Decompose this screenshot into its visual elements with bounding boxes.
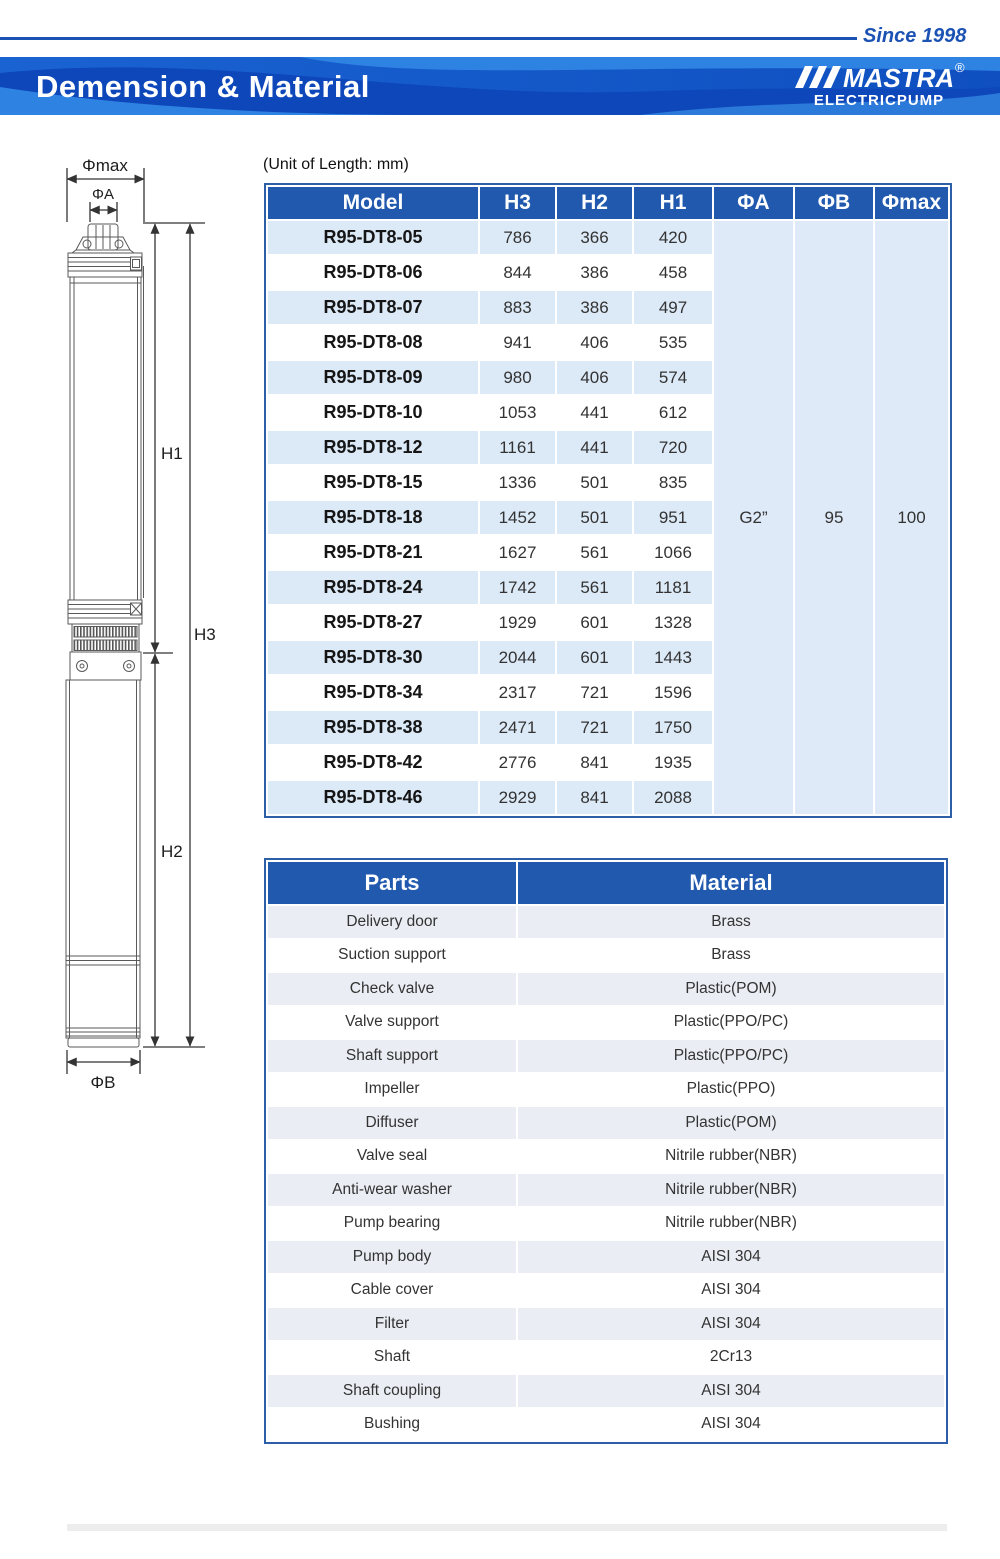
- part-name-cell: Cable cover: [268, 1275, 516, 1307]
- part-name-cell: Check valve: [268, 973, 516, 1005]
- h1-value-cell: 612: [634, 396, 712, 429]
- h3-value-cell: 1053: [480, 396, 555, 429]
- material-cell: Brass: [518, 906, 944, 938]
- dimension-table-header-row: [268, 187, 948, 219]
- registered-trademark-icon: ®: [955, 60, 965, 75]
- dimension-column-header: ΦB: [795, 187, 873, 219]
- h3-value-cell: 2929: [480, 781, 555, 814]
- h2-value-cell: 406: [557, 326, 632, 359]
- dimension-column-header: Φmax: [875, 187, 948, 219]
- h3-value-cell: 844: [480, 256, 555, 289]
- model-cell: R95-DT8-06: [268, 256, 478, 289]
- material-cell: AISI 304: [518, 1241, 944, 1273]
- h3-value-cell: 1929: [480, 606, 555, 639]
- model-cell: R95-DT8-12: [268, 431, 478, 464]
- h1-value-cell: 574: [634, 361, 712, 394]
- parts-row: [268, 1375, 944, 1407]
- h2-label: H2: [161, 842, 183, 861]
- parts-row: [268, 940, 944, 972]
- material-cell: Plastic(POM): [518, 1107, 944, 1139]
- page-title: Demension & Material: [36, 69, 370, 104]
- model-cell: R95-DT8-10: [268, 396, 478, 429]
- model-cell: R95-DT8-05: [268, 221, 478, 254]
- material-cell: Plastic(PPO): [518, 1074, 944, 1106]
- h3-value-cell: 1452: [480, 501, 555, 534]
- h3-value-cell: 941: [480, 326, 555, 359]
- parts-row: [268, 1107, 944, 1139]
- model-cell: R95-DT8-34: [268, 676, 478, 709]
- h3-value-cell: 883: [480, 291, 555, 324]
- dimension-row: [268, 221, 948, 254]
- h3-value-cell: 2044: [480, 641, 555, 674]
- parts-row: [268, 1208, 944, 1240]
- model-cell: R95-DT8-15: [268, 466, 478, 499]
- dimension-column-header: ΦA: [714, 187, 793, 219]
- material-cell: AISI 304: [518, 1275, 944, 1307]
- h1-value-cell: 1181: [634, 571, 712, 604]
- parts-column-header: Material: [518, 862, 944, 904]
- parts-row: [268, 1275, 944, 1307]
- h1-value-cell: 1750: [634, 711, 712, 744]
- h3-value-cell: 1161: [480, 431, 555, 464]
- phi-a-label: ΦA: [92, 186, 114, 203]
- h1-value-cell: 1596: [634, 676, 712, 709]
- unit-of-length-note: (Unit of Length: mm): [263, 156, 409, 173]
- h2-value-cell: 721: [557, 676, 632, 709]
- parts-table-header-row: [268, 862, 944, 904]
- model-cell: R95-DT8-27: [268, 606, 478, 639]
- h1-value-cell: 497: [634, 291, 712, 324]
- parts-material-table: [264, 858, 948, 1444]
- model-cell: R95-DT8-07: [268, 291, 478, 324]
- parts-row: [268, 1308, 944, 1340]
- parts-row: [268, 1141, 944, 1173]
- part-name-cell: Diffuser: [268, 1107, 516, 1139]
- parts-row: [268, 1007, 944, 1039]
- model-cell: R95-DT8-42: [268, 746, 478, 779]
- pump-dimension-diagram: [40, 140, 240, 1100]
- h2-value-cell: 501: [557, 466, 632, 499]
- model-cell: R95-DT8-09: [268, 361, 478, 394]
- h2-value-cell: 561: [557, 571, 632, 604]
- material-cell: Plastic(PPO/PC): [518, 1007, 944, 1039]
- h3-value-cell: 2471: [480, 711, 555, 744]
- brand-logo: [784, 60, 974, 109]
- part-name-cell: Pump body: [268, 1241, 516, 1273]
- dimension-column-header: H3: [480, 187, 555, 219]
- h2-value-cell: 406: [557, 361, 632, 394]
- h1-value-cell: 458: [634, 256, 712, 289]
- parts-row: [268, 1241, 944, 1273]
- part-name-cell: Pump bearing: [268, 1208, 516, 1240]
- phi-b-label: ΦB: [90, 1073, 116, 1092]
- h2-value-cell: 366: [557, 221, 632, 254]
- material-cell: AISI 304: [518, 1375, 944, 1407]
- h1-value-cell: 1443: [634, 641, 712, 674]
- model-cell: R95-DT8-18: [268, 501, 478, 534]
- part-name-cell: Anti-wear washer: [268, 1174, 516, 1206]
- material-cell: Nitrile rubber(NBR): [518, 1208, 944, 1240]
- footer-divider: [67, 1524, 947, 1531]
- model-cell: R95-DT8-30: [268, 641, 478, 674]
- h1-value-cell: 720: [634, 431, 712, 464]
- h1-value-cell: 1066: [634, 536, 712, 569]
- dimension-table: [264, 183, 952, 818]
- part-name-cell: Filter: [268, 1308, 516, 1340]
- h3-value-cell: 1742: [480, 571, 555, 604]
- part-name-cell: Suction support: [268, 940, 516, 972]
- h1-value-cell: 2088: [634, 781, 712, 814]
- model-cell: R95-DT8-24: [268, 571, 478, 604]
- h3-value-cell: 2776: [480, 746, 555, 779]
- part-name-cell: Valve seal: [268, 1141, 516, 1173]
- top-divider-line: [0, 37, 857, 40]
- h2-value-cell: 386: [557, 291, 632, 324]
- part-name-cell: Delivery door: [268, 906, 516, 938]
- h2-value-cell: 501: [557, 501, 632, 534]
- part-name-cell: Valve support: [268, 1007, 516, 1039]
- material-cell: Nitrile rubber(NBR): [518, 1141, 944, 1173]
- h3-value-cell: 1627: [480, 536, 555, 569]
- h2-value-cell: 386: [557, 256, 632, 289]
- h2-value-cell: 441: [557, 396, 632, 429]
- parts-row: [268, 1174, 944, 1206]
- h3-value-cell: 980: [480, 361, 555, 394]
- h1-value-cell: 535: [634, 326, 712, 359]
- brand-name: MASTRA: [843, 63, 955, 93]
- parts-row: [268, 973, 944, 1005]
- parts-row: [268, 1040, 944, 1072]
- title-banner: [0, 57, 1000, 115]
- material-cell: Brass: [518, 940, 944, 972]
- material-cell: AISI 304: [518, 1308, 944, 1340]
- h2-value-cell: 841: [557, 781, 632, 814]
- h2-value-cell: 561: [557, 536, 632, 569]
- dimension-column-header: H2: [557, 187, 632, 219]
- h2-value-cell: 841: [557, 746, 632, 779]
- h2-value-cell: 721: [557, 711, 632, 744]
- material-cell: Plastic(PPO/PC): [518, 1040, 944, 1072]
- since-label: Since 1998: [863, 25, 967, 47]
- h3-label: H3: [194, 625, 216, 644]
- parts-column-header: Parts: [268, 862, 516, 904]
- model-cell: R95-DT8-08: [268, 326, 478, 359]
- h1-value-cell: 951: [634, 501, 712, 534]
- brand-subtext: ELECTRICPUMP: [813, 92, 945, 109]
- h1-value-cell: 835: [634, 466, 712, 499]
- model-cell: R95-DT8-21: [268, 536, 478, 569]
- part-name-cell: Shaft support: [268, 1040, 516, 1072]
- part-name-cell: Impeller: [268, 1074, 516, 1106]
- model-cell: R95-DT8-38: [268, 711, 478, 744]
- phi-max-merged-cell: 100: [875, 221, 948, 814]
- material-cell: 2Cr13: [518, 1342, 944, 1374]
- h1-value-cell: 420: [634, 221, 712, 254]
- part-name-cell: Bushing: [268, 1409, 516, 1441]
- material-cell: AISI 304: [518, 1409, 944, 1441]
- h2-value-cell: 601: [557, 641, 632, 674]
- parts-row: [268, 1342, 944, 1374]
- pump-drawing: [40, 140, 240, 1100]
- parts-row: [268, 906, 944, 938]
- material-cell: Nitrile rubber(NBR): [518, 1174, 944, 1206]
- parts-row: [268, 1409, 944, 1441]
- parts-row: [268, 1074, 944, 1106]
- phi-b-merged-cell: 95: [795, 221, 873, 814]
- h3-value-cell: 786: [480, 221, 555, 254]
- h1-value-cell: 1935: [634, 746, 712, 779]
- h2-value-cell: 441: [557, 431, 632, 464]
- phi-max-label: Φmax: [82, 156, 128, 175]
- h1-label: H1: [161, 444, 183, 463]
- mastra-logo-icon: [789, 60, 969, 94]
- h3-value-cell: 1336: [480, 466, 555, 499]
- model-cell: R95-DT8-46: [268, 781, 478, 814]
- h1-value-cell: 1328: [634, 606, 712, 639]
- part-name-cell: Shaft: [268, 1342, 516, 1374]
- dimension-column-header: H1: [634, 187, 712, 219]
- phi-a-merged-cell: G2”: [714, 221, 793, 814]
- h2-value-cell: 601: [557, 606, 632, 639]
- dimension-column-header: Model: [268, 187, 478, 219]
- h3-value-cell: 2317: [480, 676, 555, 709]
- material-cell: Plastic(POM): [518, 973, 944, 1005]
- part-name-cell: Shaft coupling: [268, 1375, 516, 1407]
